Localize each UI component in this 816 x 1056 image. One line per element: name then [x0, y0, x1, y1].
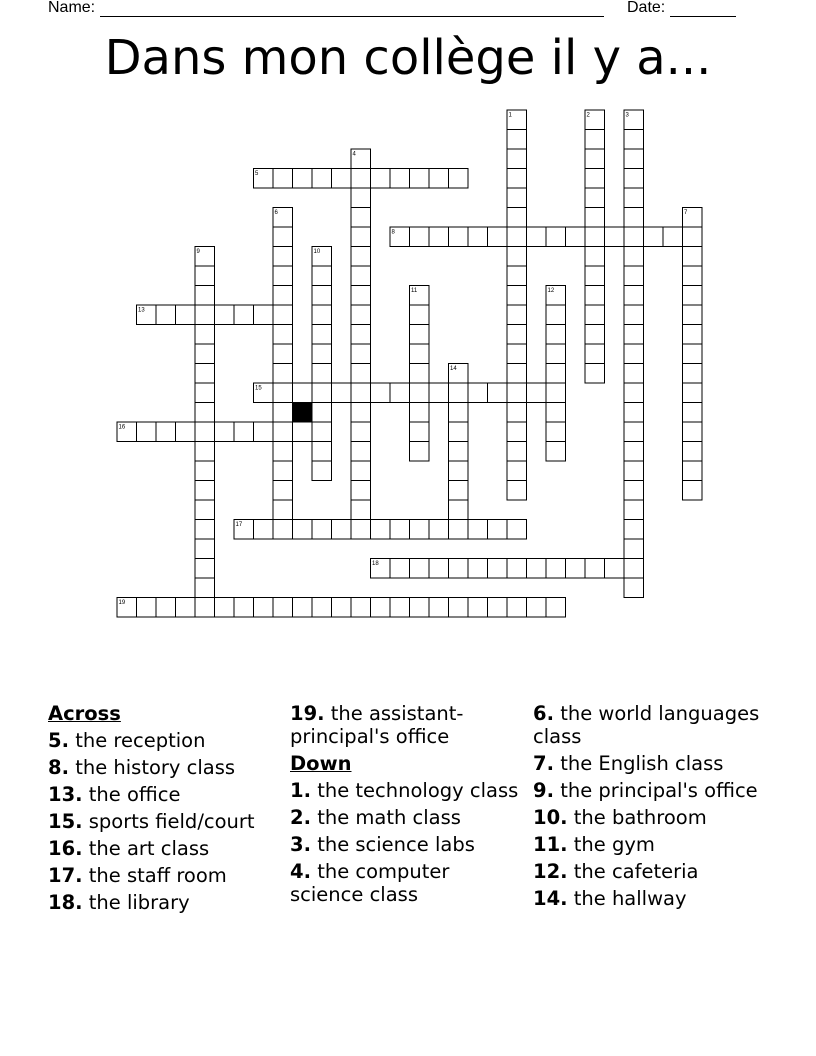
grid-cell[interactable] — [273, 364, 293, 384]
grid-cell[interactable] — [195, 266, 215, 286]
grid-cell[interactable] — [293, 422, 313, 442]
grid-cell[interactable] — [507, 364, 527, 384]
grid-cell[interactable] — [683, 344, 703, 364]
grid-cell[interactable] — [507, 188, 527, 208]
clue-across-15: 15. sports field/court — [48, 810, 255, 833]
name-label: Name: — [48, 0, 96, 16]
grid-cell[interactable] — [624, 442, 644, 462]
grid-cell[interactable] — [468, 383, 488, 403]
clue-down-9: 9. the principal's office — [533, 779, 758, 802]
grid-cell[interactable] — [195, 344, 215, 364]
grid-cell[interactable] — [585, 169, 605, 189]
grid-cell[interactable] — [410, 364, 430, 384]
grid-cell[interactable] — [195, 305, 215, 325]
grid-cell[interactable] — [371, 598, 391, 618]
grid-cell[interactable] — [585, 559, 605, 579]
grid-cell[interactable] — [546, 598, 566, 618]
grid-cell[interactable] — [351, 247, 371, 267]
grid-cell[interactable] — [273, 598, 293, 618]
grid-cell[interactable] — [234, 305, 254, 325]
grid-cell[interactable] — [371, 169, 391, 189]
clue-across-19: 19. the assistant-principal's office — [290, 702, 464, 748]
grid-cell[interactable] — [312, 598, 332, 618]
grid-cell[interactable] — [410, 422, 430, 442]
cell-number: 11 — [411, 288, 418, 294]
grid-cell[interactable] — [332, 169, 352, 189]
grid-cell[interactable] — [585, 305, 605, 325]
grid-cell[interactable] — [195, 364, 215, 384]
grid-cell[interactable] — [507, 130, 527, 150]
grid-cell[interactable] — [293, 383, 313, 403]
grid-cell[interactable] — [624, 520, 644, 540]
grid-cell[interactable] — [195, 539, 215, 559]
grid-cell[interactable] — [683, 403, 703, 423]
grid-cell[interactable] — [507, 325, 527, 345]
grid-cell[interactable] — [351, 305, 371, 325]
clue-down-11: 11. the gym — [533, 833, 655, 856]
grid-cell[interactable] — [683, 481, 703, 501]
grid-cell[interactable] — [195, 598, 215, 618]
grid-cell[interactable] — [273, 461, 293, 481]
down-heading: Down — [290, 752, 352, 775]
grid-cell[interactable] — [507, 559, 527, 579]
grid-cell[interactable] — [527, 383, 547, 403]
grid-cell[interactable] — [507, 598, 527, 618]
grid-cell[interactable] — [390, 520, 410, 540]
grid-cell[interactable] — [683, 364, 703, 384]
grid-cell[interactable] — [546, 344, 566, 364]
grid-cell[interactable] — [195, 578, 215, 598]
cell-number: 17 — [235, 522, 243, 528]
grid-cell[interactable] — [624, 266, 644, 286]
grid-cell[interactable] — [585, 266, 605, 286]
grid-cell[interactable] — [195, 325, 215, 345]
grid-cell[interactable] — [195, 500, 215, 520]
grid-cell[interactable] — [351, 500, 371, 520]
grid-cell[interactable] — [585, 227, 605, 247]
grid-cell[interactable] — [683, 461, 703, 481]
grid-cell[interactable] — [546, 442, 566, 462]
grid-cell[interactable] — [624, 383, 644, 403]
grid-cell[interactable] — [683, 442, 703, 462]
grid-cell[interactable] — [507, 403, 527, 423]
grid-cell[interactable] — [507, 169, 527, 189]
grid-cell[interactable] — [273, 266, 293, 286]
grid-cell[interactable] — [195, 461, 215, 481]
clues-column-2 — [290, 702, 522, 910]
grid-cell[interactable] — [351, 598, 371, 618]
grid-cell[interactable] — [273, 247, 293, 267]
grid-cell[interactable] — [488, 520, 508, 540]
grid-cell[interactable] — [351, 344, 371, 364]
grid-cell[interactable] — [624, 149, 644, 169]
grid-cell[interactable] — [507, 442, 527, 462]
grid-cell[interactable] — [546, 422, 566, 442]
clue-across-16: 16. the art class — [48, 837, 210, 860]
clue-down-3: 3. the science labs — [290, 833, 475, 856]
grid-cell[interactable] — [176, 598, 196, 618]
grid-cell[interactable] — [351, 169, 371, 189]
cell-number: 8 — [391, 229, 395, 236]
grid-cell[interactable] — [351, 286, 371, 306]
cell-number: 10 — [313, 249, 321, 255]
grid-cell[interactable] — [507, 227, 527, 247]
grid-cell[interactable] — [624, 481, 644, 501]
grid-cell[interactable] — [410, 325, 430, 345]
cell-number: 5 — [255, 171, 259, 177]
grid-cell[interactable] — [683, 286, 703, 306]
grid-cell[interactable] — [566, 227, 586, 247]
grid-cell[interactable] — [624, 461, 644, 481]
grid-cell[interactable] — [488, 598, 508, 618]
grid-cell[interactable] — [449, 461, 469, 481]
grid-cell[interactable] — [624, 130, 644, 150]
grid-cell[interactable] — [429, 169, 449, 189]
grid-cell[interactable] — [429, 520, 449, 540]
grid-cell[interactable] — [195, 520, 215, 540]
grid-cell[interactable] — [507, 208, 527, 228]
grid-cell[interactable] — [312, 305, 332, 325]
grid-cell[interactable] — [546, 383, 566, 403]
grid-cell[interactable] — [410, 383, 430, 403]
grid-cell[interactable] — [312, 344, 332, 364]
grid-cell[interactable] — [293, 520, 313, 540]
clue-across-18: 18. the library — [48, 891, 190, 914]
grid-cell[interactable] — [507, 286, 527, 306]
grid-cell[interactable] — [683, 305, 703, 325]
grid-cell[interactable] — [468, 598, 488, 618]
grid-cell[interactable] — [624, 227, 644, 247]
grid-cell[interactable] — [332, 383, 352, 403]
grid-cell[interactable] — [566, 559, 586, 579]
grid-cell[interactable] — [585, 208, 605, 228]
grid-cell[interactable] — [195, 442, 215, 462]
grid-cell[interactable] — [624, 344, 644, 364]
cell-number: 7 — [684, 210, 688, 216]
grid-cell[interactable] — [429, 559, 449, 579]
clue-down-1: 1. the technology class — [290, 779, 519, 802]
grid-cell[interactable] — [351, 481, 371, 501]
across-heading: Across — [48, 702, 121, 725]
grid-cell[interactable] — [195, 422, 215, 442]
grid-cell[interactable] — [507, 422, 527, 442]
grid-cell[interactable] — [234, 422, 254, 442]
grid-cell[interactable] — [624, 208, 644, 228]
grid-cell[interactable] — [449, 403, 469, 423]
cell-number: 15 — [255, 385, 262, 392]
grid-cell[interactable] — [449, 383, 469, 403]
grid-cell[interactable] — [351, 364, 371, 384]
grid-cell[interactable] — [449, 559, 469, 579]
grid-cell[interactable] — [351, 403, 371, 423]
grid-cell[interactable] — [449, 227, 469, 247]
grid-cell[interactable] — [410, 169, 430, 189]
grid-cell[interactable] — [585, 247, 605, 267]
date-label: Date: — [627, 0, 666, 16]
grid-cell[interactable] — [390, 383, 410, 403]
grid-cell[interactable] — [176, 305, 196, 325]
grid-cell[interactable] — [507, 520, 527, 540]
grid-cell[interactable] — [273, 481, 293, 501]
grid-cell[interactable] — [683, 247, 703, 267]
grid-cell[interactable] — [351, 383, 371, 403]
grid-cell[interactable] — [624, 539, 644, 559]
grid-cell[interactable] — [546, 325, 566, 345]
cell-number: 16 — [118, 424, 126, 431]
grid-cell[interactable] — [273, 227, 293, 247]
grid-cell[interactable] — [312, 520, 332, 540]
grid-cell[interactable] — [449, 169, 469, 189]
cell-number: 13 — [138, 307, 145, 314]
clue-down-2: 2. the math class — [290, 806, 461, 829]
grid-cell[interactable] — [624, 169, 644, 189]
grid-cell[interactable] — [585, 364, 605, 384]
grid-cell[interactable] — [624, 500, 644, 520]
grid-cell[interactable] — [624, 364, 644, 384]
grid-cell[interactable] — [585, 188, 605, 208]
grid-cell[interactable] — [312, 442, 332, 462]
grid-cell[interactable] — [605, 559, 625, 579]
grid-cell[interactable] — [683, 227, 703, 247]
grid-cell[interactable] — [390, 559, 410, 579]
grid-cell[interactable] — [312, 364, 332, 384]
grid-cell[interactable] — [351, 422, 371, 442]
grid-cell[interactable] — [351, 208, 371, 228]
clue-down-6: 6. the world languages class — [533, 702, 760, 748]
cell-number: 4 — [352, 151, 356, 158]
grid-cell[interactable] — [410, 344, 430, 364]
grid-cell[interactable] — [585, 286, 605, 306]
grid-cell[interactable] — [624, 188, 644, 208]
grid-cell[interactable] — [312, 461, 332, 481]
grid-cell[interactable] — [410, 305, 430, 325]
grid-cell[interactable] — [273, 305, 293, 325]
grid-cell[interactable] — [429, 383, 449, 403]
grid-cell[interactable] — [429, 227, 449, 247]
grid-cell[interactable] — [683, 383, 703, 403]
grid-cell[interactable] — [527, 598, 547, 618]
grid-cell[interactable] — [273, 422, 293, 442]
cell-number: 14 — [450, 366, 457, 372]
grid-cell[interactable] — [507, 383, 527, 403]
grid-cell[interactable] — [371, 520, 391, 540]
grid-cell[interactable] — [507, 149, 527, 169]
grid-cell[interactable] — [351, 227, 371, 247]
grid-cell[interactable] — [683, 325, 703, 345]
grid-cell[interactable] — [215, 422, 235, 442]
grid-cell[interactable] — [683, 266, 703, 286]
grid-cell[interactable] — [468, 559, 488, 579]
clue-across-17: 17. the staff room — [48, 864, 227, 887]
cell-number: 9 — [196, 249, 200, 255]
grid-cell[interactable] — [449, 500, 469, 520]
grid-cell[interactable] — [273, 442, 293, 462]
clue-down-12: 12. the cafeteria — [533, 860, 699, 883]
clue-down-4: 4. the computer science class — [290, 860, 450, 906]
grid-cell[interactable] — [273, 286, 293, 306]
grid-cell[interactable] — [312, 325, 332, 345]
grid-cell[interactable] — [546, 559, 566, 579]
grid-cell[interactable] — [410, 598, 430, 618]
grid-cell[interactable] — [624, 403, 644, 423]
grid-cell[interactable] — [312, 422, 332, 442]
grid-cell[interactable] — [410, 227, 430, 247]
grid-cell[interactable] — [273, 403, 293, 423]
cell-number: 6 — [274, 210, 278, 216]
grid-cell[interactable] — [546, 227, 566, 247]
grid-cell[interactable] — [663, 227, 683, 247]
grid-cell[interactable] — [410, 442, 430, 462]
grid-cell[interactable] — [507, 344, 527, 364]
grid-cell[interactable] — [137, 598, 157, 618]
grid-cell[interactable] — [156, 305, 176, 325]
grid-cell[interactable] — [176, 422, 196, 442]
grid-cell[interactable] — [156, 422, 176, 442]
grid-cell[interactable] — [449, 598, 469, 618]
cell-number: 12 — [547, 288, 555, 294]
grid-cell[interactable] — [507, 461, 527, 481]
grid-cell[interactable] — [215, 598, 235, 618]
grid-cell[interactable] — [644, 227, 664, 247]
grid-cell[interactable] — [527, 559, 547, 579]
grid-cell[interactable] — [312, 403, 332, 423]
grid-cell[interactable] — [468, 520, 488, 540]
grid-cell[interactable] — [683, 422, 703, 442]
grid-cell[interactable] — [156, 598, 176, 618]
grid-cell[interactable] — [624, 305, 644, 325]
grid-cell[interactable] — [468, 227, 488, 247]
grid-cell[interactable] — [390, 598, 410, 618]
grid-cell[interactable] — [234, 598, 254, 618]
clue-down-14: 14. the hallway — [533, 887, 687, 910]
cell-number: 19 — [118, 600, 126, 606]
grid-cell[interactable] — [254, 305, 274, 325]
cell-number: 1 — [508, 112, 512, 119]
grid-cell[interactable] — [332, 598, 352, 618]
grid-cell[interactable] — [215, 305, 235, 325]
grid-cell[interactable] — [351, 188, 371, 208]
grid-cell[interactable] — [624, 559, 644, 579]
grid-cell[interactable] — [507, 247, 527, 267]
grid-cell[interactable] — [605, 227, 625, 247]
grid-cell[interactable] — [273, 383, 293, 403]
grid-cell[interactable] — [546, 364, 566, 384]
grid-cell[interactable] — [449, 442, 469, 462]
grid-cell[interactable] — [546, 305, 566, 325]
grid-cell[interactable] — [507, 481, 527, 501]
grid-cell[interactable] — [351, 520, 371, 540]
grid-cell[interactable] — [488, 559, 508, 579]
grid-cell[interactable] — [273, 500, 293, 520]
grid-cell[interactable] — [195, 481, 215, 501]
grid-cell[interactable] — [429, 598, 449, 618]
grid-cell[interactable] — [254, 422, 274, 442]
grid-cell[interactable] — [195, 559, 215, 579]
grid-cell[interactable] — [585, 344, 605, 364]
grid-cell[interactable] — [410, 403, 430, 423]
grid-cell[interactable] — [351, 442, 371, 462]
grid-cell[interactable] — [449, 520, 469, 540]
clue-across-8: 8. the history class — [48, 756, 236, 779]
black-cell — [293, 403, 313, 423]
grid-cell[interactable] — [293, 169, 313, 189]
grid-cell[interactable] — [585, 325, 605, 345]
cell-number: 18 — [372, 561, 379, 567]
clue-down-10: 10. the bathroom — [533, 806, 707, 829]
grid-cell[interactable] — [351, 266, 371, 286]
grid-cell[interactable] — [624, 422, 644, 442]
grid-cell[interactable] — [624, 578, 644, 598]
grid-cell[interactable] — [351, 461, 371, 481]
grid-cell[interactable] — [507, 266, 527, 286]
clue-across-5: 5. the reception — [48, 729, 206, 752]
grid-cell[interactable] — [312, 286, 332, 306]
grid-cell[interactable] — [624, 247, 644, 267]
grid-cell[interactable] — [449, 422, 469, 442]
page-title: Dans mon collège il y a... — [104, 30, 712, 86]
grid-cell[interactable] — [195, 383, 215, 403]
clue-across-13: 13. the office — [48, 783, 181, 806]
grid-cell[interactable] — [410, 520, 430, 540]
grid-cell[interactable] — [137, 422, 157, 442]
cell-number: 3 — [625, 112, 629, 119]
grid-cell[interactable] — [624, 286, 644, 306]
grid-cell[interactable] — [585, 149, 605, 169]
grid-cell[interactable] — [195, 403, 215, 423]
grid-cell[interactable] — [312, 266, 332, 286]
grid-cell[interactable] — [332, 520, 352, 540]
grid-cell[interactable] — [449, 481, 469, 501]
grid-cell[interactable] — [273, 169, 293, 189]
grid-cell[interactable] — [254, 598, 274, 618]
grid-cell[interactable] — [488, 227, 508, 247]
cell-number: 2 — [586, 112, 590, 119]
grid-cell[interactable] — [273, 520, 293, 540]
clues-column-3 — [533, 702, 773, 914]
grid-cell[interactable] — [195, 286, 215, 306]
grid-cell[interactable] — [527, 227, 547, 247]
grid-cell[interactable] — [351, 325, 371, 345]
grid-cell[interactable] — [312, 169, 332, 189]
grid-cell[interactable] — [507, 305, 527, 325]
grid-cell[interactable] — [624, 325, 644, 345]
clue-down-7: 7. the English class — [533, 752, 724, 775]
grid-cell[interactable] — [273, 344, 293, 364]
clues-column-1 — [48, 702, 278, 918]
grid-cell[interactable] — [371, 383, 391, 403]
grid-cell[interactable] — [293, 598, 313, 618]
grid-cell[interactable] — [273, 325, 293, 345]
grid-cell[interactable] — [254, 520, 274, 540]
grid-cell[interactable] — [546, 403, 566, 423]
grid-cell[interactable] — [585, 130, 605, 150]
grid-cell[interactable] — [390, 169, 410, 189]
grid-cell[interactable] — [488, 383, 508, 403]
grid-cell[interactable] — [312, 383, 332, 403]
grid-cell[interactable] — [410, 559, 430, 579]
